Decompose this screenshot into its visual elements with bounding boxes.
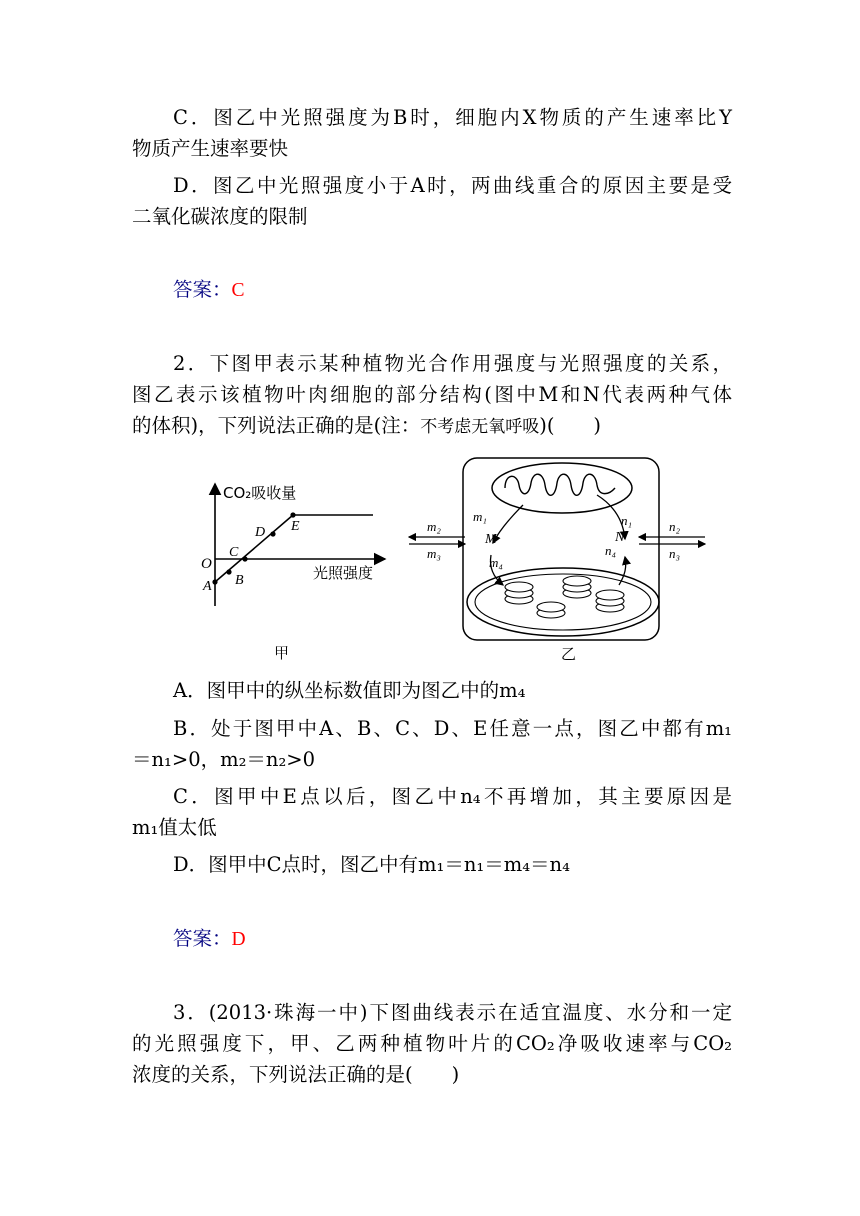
point-d (270, 531, 275, 536)
figure-jia (195, 478, 395, 668)
point-a (212, 579, 217, 584)
q3-stem-line1: 3．(2013·珠海一中)下图曲线表示在适宜温度、水分和一定 (173, 1001, 732, 1024)
q2-stem-line1: 2．下图甲表示某种植物光合作用强度与光照强度的关系， (173, 352, 732, 375)
grana (505, 576, 624, 618)
point-c (242, 556, 247, 561)
point-e-label: E (291, 519, 300, 534)
figure-jia-caption: 甲 (274, 644, 290, 662)
q1-option-d-line1: D．图乙中光照强度小于A时，两曲线重合的原因主要是受 (173, 174, 732, 197)
q2-stem-line2: 图乙表示该植物叶肉细胞的部分结构(图中M和N代表两种气体 (132, 383, 732, 406)
q1-answer-label: 答案： (173, 278, 232, 301)
label-m4: m₄ (489, 555, 503, 570)
q2-stem (132, 348, 732, 443)
q1-option-c-line1: C．图乙中光照强度为B时，细胞内X物质的产生速率比Y (173, 106, 732, 129)
q2-option-a (132, 675, 732, 706)
q2-option-a-text: A．图甲中的纵坐标数值即为图乙中的m₄ (173, 679, 526, 702)
mitochondrion (492, 463, 632, 513)
label-m2: m₂ (427, 519, 441, 534)
label-n4: n₄ (605, 543, 617, 558)
point-b (226, 569, 231, 574)
q2-answer-label: 答案： (173, 927, 232, 950)
q3-stem-line2: 的光照强度下，甲、乙两种植物叶片的CO₂净吸收速率与CO₂ (132, 1032, 732, 1055)
figure-yi (405, 455, 715, 670)
point-a-label: A (203, 579, 212, 594)
q2-option-c-line1: C．图甲中E点以后，图乙中n₄不再增加，其主要原因是 (173, 785, 732, 808)
q2-option-b-line2: ＝n₁>0，m₂＝n₂>0 (132, 748, 316, 771)
q1-option-d-line2: 二氧化碳浓度的限制 (132, 205, 308, 228)
x-axis-label: 光照强度 (313, 564, 374, 582)
q3-stem-line3: 浓度的关系，下列说法正确的是( ) (132, 1063, 460, 1086)
q2-option-c (132, 781, 732, 843)
label-M: M (485, 532, 497, 547)
mitochondrion-cristae (505, 474, 615, 495)
point-c-label: C (229, 545, 239, 560)
point-e (290, 512, 295, 517)
q1-answer-value: C (231, 280, 245, 301)
q2-option-d-text: D．图甲中C点时，图乙中有m₁＝n₁＝m₄＝n₄ (173, 853, 570, 876)
q2-answer-value: D (231, 929, 246, 950)
q2-stem-line3-text: 的体积)，下列说法正确的是(注： (132, 414, 421, 437)
q1-option-c-line2: 物质产生速率要快 (132, 137, 289, 160)
q2-stem-note: 不考虑无氧呼吸 (420, 417, 540, 437)
origin-label: O (201, 556, 212, 572)
q2-option-d (132, 849, 732, 880)
label-m1: m₁ (473, 509, 487, 524)
q2-answer (132, 923, 732, 955)
point-d-label: D (255, 525, 266, 540)
q2-option-c-line2: m₁值太低 (132, 816, 217, 839)
q1-answer (132, 274, 732, 306)
point-b-label: B (235, 573, 244, 588)
q2-option-b-line1: B．处于图甲中A、B、C、D、E任意一点，图乙中都有m₁ (173, 717, 732, 740)
label-n2: n₂ (669, 519, 681, 534)
label-N: N (615, 530, 625, 545)
label-n3: n₃ (669, 546, 681, 561)
q2-stem-line3-paren: )( ) (539, 414, 602, 437)
label-m3: m₃ (427, 546, 441, 561)
q3-stem (132, 997, 732, 1090)
arrow-m1 (493, 505, 523, 543)
q1-option-d (132, 170, 732, 232)
y-axis-label: CO₂吸收量 (223, 484, 297, 502)
q2-stem-line3 (132, 410, 732, 443)
figure-yi-caption: 乙 (561, 645, 577, 663)
q1-option-c (132, 102, 732, 164)
label-n1: n₁ (621, 513, 633, 528)
q2-option-b (132, 713, 732, 775)
